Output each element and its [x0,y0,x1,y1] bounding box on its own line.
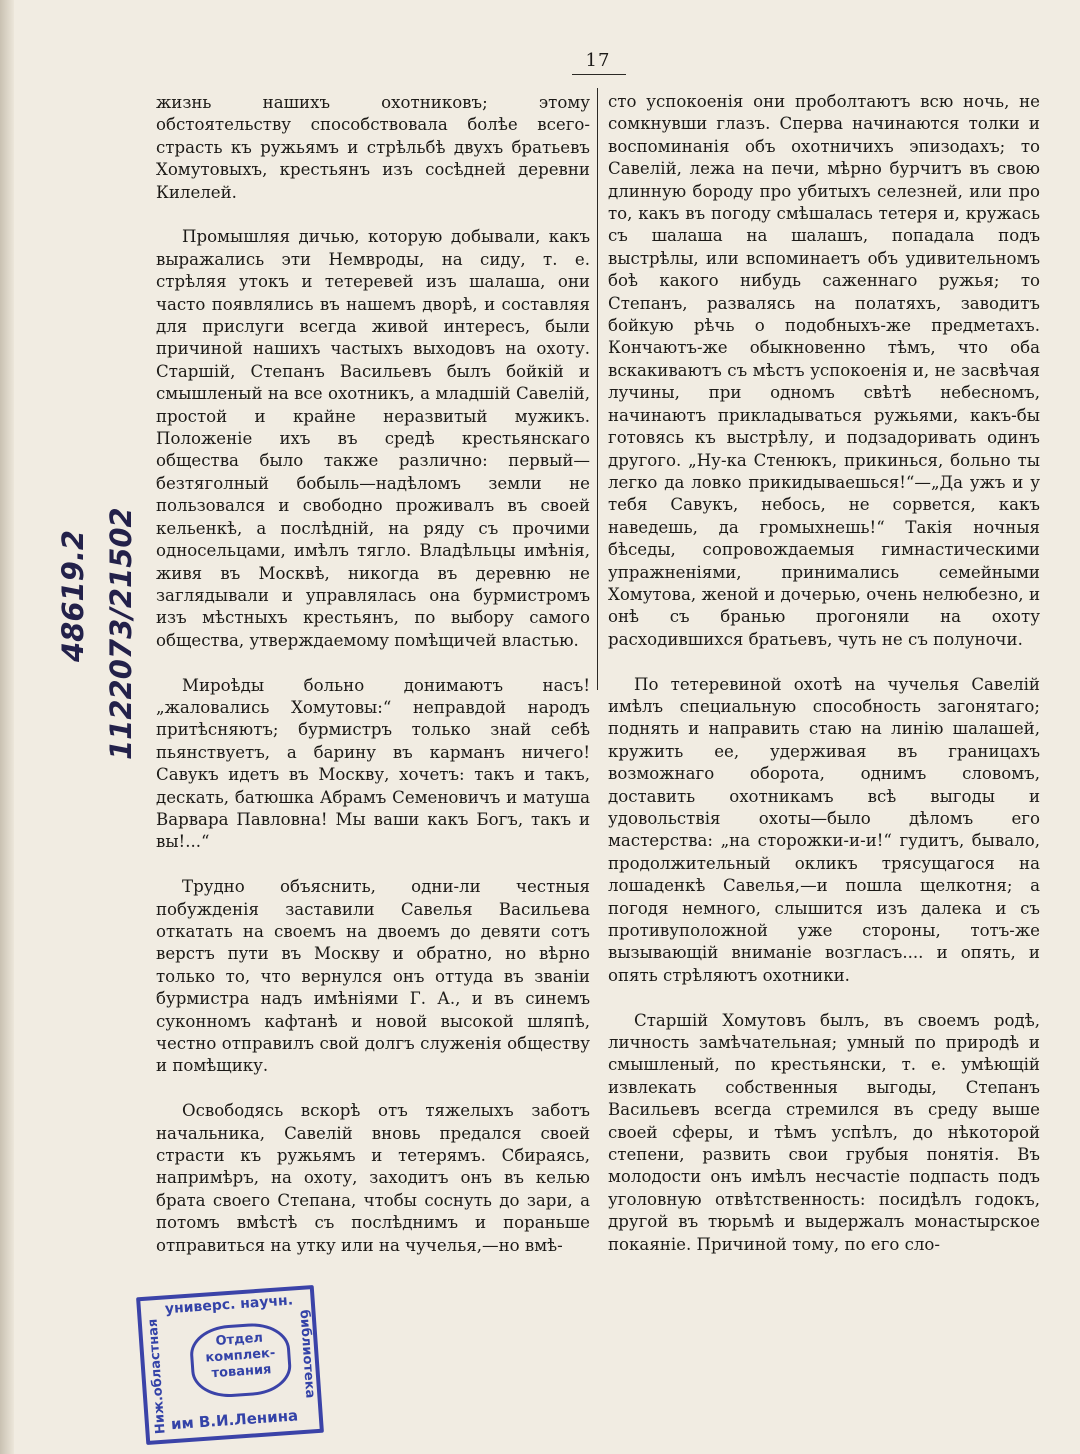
paragraph: По тетеревиной охотѣ на чучелья Савелій имѣлъ специальную способность загонятаго; поднять и направить стаю на линію шалашей, кружить ее, удерживая въ границахъ возможнаго оборота, однимъ словомъ, доставить охотникамъ всѣ выгоды и удовольствія охоты—было дѣломъ его мастерства: „на сторожки-и-и!“ гудитъ, бывало, продолжительный окликъ трясущагося на лошаденкѣ Савелья,—и пошла щелкотня; а погодя немного, слышится изъ далека и съ противуположной уже стороны, тотъ-же вызывающій вниманіе возгласъ.... и опять, и опять стрѣляютъ охотники. [608,674,1040,985]
paragraph: Освободясь вскорѣ отъ тяжелыхъ заботъ начальника, Савелій вновь предался своей страсти къ ружьямъ и тетерямъ. Сбираясь, напримѣръ, на охоту, заходитъ онъ въ келью брата своего Степана, чтобы соснуть до зари, а потомъ вмѣстѣ съ послѣднимъ и пораньше отправиться на утку или на чучелья,—но вмѣ- [156,1101,590,1255]
paragraph: Промышляя дичью, которую добывали, какъ выражались эти Немвроды, на сиду, т. е. стрѣляя утокъ и тетеревей изъ шалаша, они часто появлялись въ нашемъ дворѣ, и составляя для прислуги всегда живой интересъ, были причиной нашихъ частыхъ выходовъ на охоту. Старшій, Степанъ Васильевъ былъ бойкій и смышленый на все охотникъ, а младшій Савелій, простой и крайне неразвитый мужикъ. Положеніе ихъ въ средѣ крестьянскаго общества было также различно: первый—безтяголный бобыль—надѣломъ земли не пользовался и свободно проживалъ въ своей кельенкѣ, а послѣдній, на ряду съ прочими односельцами, имѣлъ тягло. Владѣльцы имѣнія, живя въ Москвѣ, никогда въ деревню не заглядывали и управлялась она бурмистромъ изъ мѣстныхъ крестьянъ, по выбору самого общества, утверждаемому помѣщичей властью. [156,227,590,650]
left-column [156,92,590,1279]
paragraph: Старшій Хомутовъ былъ, въ своемъ родѣ, личность замѣчательная; умный по природѣ и смышленый, по крестьянски, т. е. умѣющій извлекать собственныя выгоды, Степанъ Васильевъ всегда стремился въ среду выше своей сферы, и тѣмъ успѣлъ, до нѣкоторой степени, развить свои грубыя понятія. Въ молодости онъ имѣлъ несчастіе подпасть подъ уголовную отвѣтственность: посидѣлъ годокъ, другой въ тюрьмѣ и выдержалъ монастырское покаяніе. Причиной тому, по его сло- [608,1010,1040,1254]
column-divider [597,88,598,690]
stamp-bottom-text: им В.И.Ленина [170,1406,299,1434]
paragraph: сто успокоенія они проболтаютъ всю ночь, не сомкнувши глазъ. Сперва начинаются толки и воспоминанія объ охотничихъ эпизодахъ; то Савелій, лежа на печи, мѣрно бурчитъ въ свою длинную бороду про убитыхъ селезней, или про то, какъ въ погоду смѣшалась тетеря и, кружась съ шалаша на шалашъ, попадала подъ выстрѣлы, или вспоминаетъ объ удивительномъ боѣ какого нибудь саженнаго ружья; то Степанъ, развалясь на полатяхъ, заводитъ бойкую рѣчь о подобныхъ-же предметахъ. Кончаютъ-же обыкновенно тѣмъ, что оба вскакиваютъ съ мѣстъ успокоенія и, не засвѣчая лучины, при одномъ свѣтѣ небесномъ, начинаютъ прикладываться ружьями, какъ-бы готовясь къ выстрѣлу, и подзадоривать одинъ другого. „Ну-ка Стенюкъ, прикинься, больно ты легко да ловко прикидываешься!“—„Да ужъ и у тебя Савукъ, небось, не сорвется, какъ наведешь, да громыхнешь!“ Такія ночныя бѣседы, сопровождаемыя гимнастическими упражненіями, принимались семейными Хомутова, женой и дочерью, очень нелюбезно, и онѣ съ бранью прогоняли на охоту расходившихся братьевъ, чуть не съ полуночи. [608,92,1040,649]
paragraph: Мироѣды больно донимаютъ насъ! „жаловались Хомутовы:“ неправдой народъ притѣсняютъ; бурмистръ только знай себѣ пьянствуетъ, а барину въ карманъ ничего! Савукъ идетъ въ Москву, хочетъ: такъ и такъ, дескать, батюшка Абрамъ Семеновичъ и матуша Варвара Павловна! Мы ваши какъ Богъ, такъ и вы!...“ [156,675,590,852]
page-edge [0,0,14,1454]
page-number: 17 [585,50,611,71]
stamp-center-oval [188,1321,293,1400]
page-number-rule [572,74,626,75]
paragraph: Трудно объяснить, одни-ли честныя побужденія заставили Савелья Васильева откатать на своемъ на двоемъ до девяти сотъ верстъ пути въ Москву и обратно, но вѣрно только то, что вернулся онъ оттуда въ званіи бурмистра надъ имѣніями Г. А., и въ синемъ суконномъ кафтанѣ и новой высокой шляпѣ, честно отправилъ свой долгъ служенія обществу и помѣщику. [156,877,590,1076]
right-column [608,91,1040,1278]
stamp-right-text: библиотека [296,1309,318,1399]
handwritten-shelf-mark: 1122073/21502 [104,507,138,760]
handwritten-margin-notes [18,430,138,830]
stamp-center-line: комплек- [204,1345,276,1366]
paragraph: жизнь нашихъ охотниковъ; этому обстоятельству способствовала болѣе всего-страсть къ ружьямъ и стрѣльбѣ двухъ братьевъ Хомутовыхъ, крестьянъ изъ сосѣдней деревни Килелей. [156,93,590,202]
stamp-top-text: универс. научн. [164,1292,294,1318]
library-stamp [136,1285,324,1445]
stamp-center-line: тования [211,1362,272,1382]
stamp-center-line: Отдел [215,1330,264,1349]
stamp-left-text: Ниж.областная [145,1318,169,1435]
handwritten-inventory-number: 48619.2 [56,529,90,662]
